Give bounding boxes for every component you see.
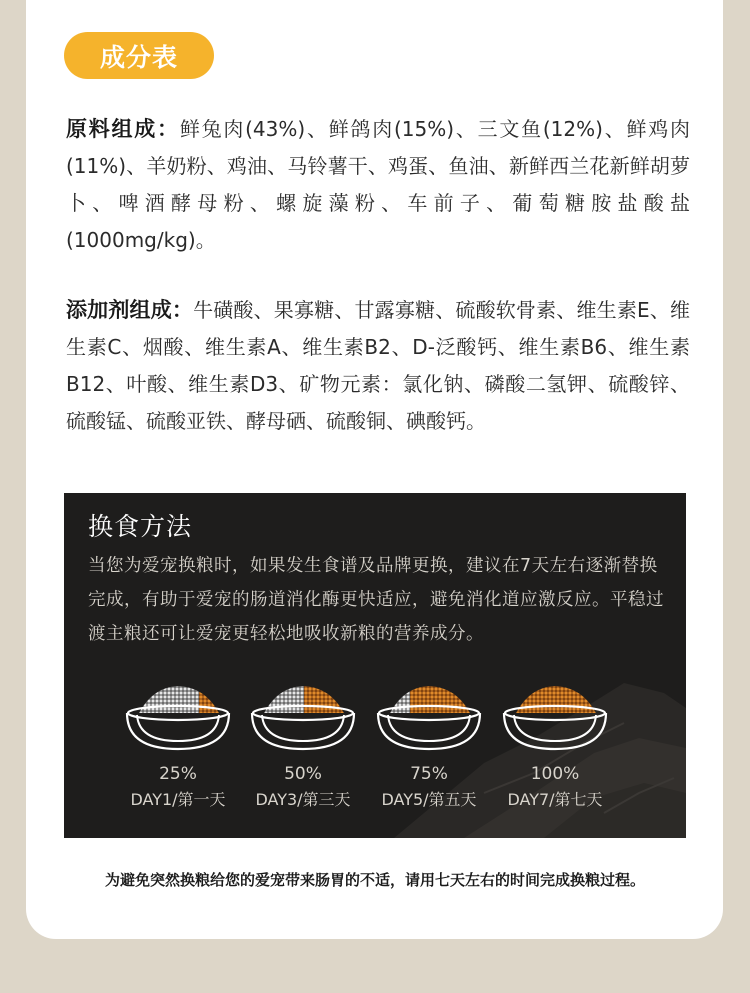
bowl-icon xyxy=(500,683,610,753)
footer-note: 为避免突然换粮给您的爱宠带来肠胃的不适，请用七天左右的时间完成换粮过程。 xyxy=(104,871,645,889)
ingredients-paragraph xyxy=(66,111,690,259)
step-day: DAY5/第五天 xyxy=(381,790,477,809)
transition-title: 换食方法 xyxy=(88,512,193,541)
step-percent: 25% xyxy=(159,764,197,784)
step-percent: 100% xyxy=(530,764,580,784)
bowl-icon xyxy=(123,683,233,753)
bowl-icon xyxy=(248,683,358,753)
additives-paragraph xyxy=(66,292,690,440)
section-badge: 成分表 xyxy=(64,32,214,79)
additives-label: 添加剂组成： xyxy=(66,298,194,322)
bowl-step-4 xyxy=(493,683,617,811)
transition-panel xyxy=(64,493,686,838)
bowl-step-2 xyxy=(241,683,365,811)
step-day: DAY7/第七天 xyxy=(507,790,603,809)
transition-description: 当您为爱宠换粮时，如果发生食谱及品牌更换，建议在7天左右逐渐替换完成，有助于爱宠的肠道消化酶更快适应，避免消化道应激反应。平稳过渡主粮还可让爱宠更轻松地吸收新粮的营养成分。 xyxy=(88,556,664,644)
step-day: DAY1/第一天 xyxy=(130,790,226,809)
step-day: DAY3/第三天 xyxy=(255,790,351,809)
ingredients-label: 原料组成： xyxy=(66,117,180,141)
ingredients-text: 鲜兔肉(43%)、鲜鸽肉(15%)、三文鱼(12%)、鲜鸡肉(11%)、羊奶粉、鸡油、马铃薯干、鸡蛋、鱼油、新鲜西兰花新鲜胡萝 卜、啤酒酵母粉、螺旋藻粉、车前子、葡萄糖胺盐酸盐(1000mg/kg)。 xyxy=(66,117,690,252)
bowl-step-1 xyxy=(116,683,240,811)
additives-text: 牛磺酸、果寡糖、甘露寡糖、硫酸软骨素、维生素E、维生素C、烟酸、维生素A、维生素B2、D-泛酸钙、维生素B6、维生素B12、叶酸、维生素D3、矿物元素：氯化钠、磷酸二氢钾、硫酸锌、硫酸锰、硫酸亚铁、酵母硒、硫酸铜、碘酸钙。 xyxy=(66,298,691,433)
bowl-step-3 xyxy=(367,683,491,811)
bowl-icon xyxy=(374,683,484,753)
step-percent: 50% xyxy=(284,764,322,784)
step-percent: 75% xyxy=(410,764,448,784)
